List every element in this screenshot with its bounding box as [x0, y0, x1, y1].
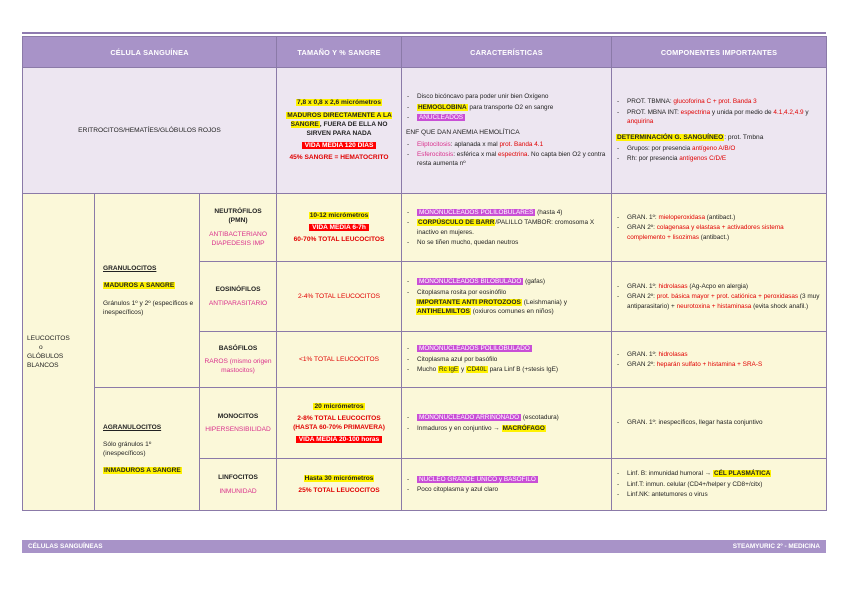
eritrocitos-feature: - Esferocitosis: esférica x mal espectrina. No capta bien O2 y contra resta aumenta nº [406, 150, 607, 169]
neutrofilos-name: NEUTRÓFILOS (PMN) [214, 208, 262, 225]
granulocitos-note: Gránulos 1º y 2º (específicos e inespecíficos) [103, 299, 194, 316]
neutrofilos-row [23, 194, 827, 262]
neutrofilos-features [402, 194, 612, 262]
component-item: - Linf. B: inmunidad humoral → CÉL PLASMÁTICA [616, 469, 822, 478]
monocitos-feature: - Inmaduros y en conjuntivo → MACRÓFAGO [406, 424, 607, 433]
footer-bar [22, 540, 826, 553]
component-item: - Grupos: por presencia antígeno A/B/O [616, 144, 822, 153]
granulocitos-cell [95, 194, 200, 388]
eritrocitos-size-cell [277, 68, 402, 194]
linfocitos-components [612, 459, 827, 511]
component-item: - PROT. MBNA INT: espectrina y unida por medio de 4.1,4.2,4.9 y anquirina [616, 108, 822, 127]
eritrocitos-size: 7,8 x 0,8 x 2,6 micrómetros [297, 99, 381, 107]
eritrocitos-feature: - Disco bicóncavo para poder unir bien Oxígeno [406, 92, 607, 101]
eritrocitos-pct: 45% SANGRE = HEMATOCRITO [289, 154, 389, 162]
linfocitos-feature: - NÚCLEO GRANDE ÚNICO y BASÓFILO [406, 475, 607, 484]
header-row [23, 37, 827, 68]
monocitos-row [23, 388, 827, 459]
eosinofilos-name-cell: EOSINÓFILOS ANTIPARASITARIO [200, 262, 277, 332]
component-item: - Linf.NK: antetumores o virus [616, 490, 822, 499]
basofilos-name-cell: BASÓFILOS RAROS (mismo origen mastocitos) [200, 332, 277, 388]
agranulocitos-cell: AGRANULOCITOS Sólo gránulos 1º (inespecíficos) INMADUROS A SANGRE [95, 388, 200, 511]
blood-cells-table [22, 36, 827, 511]
basofilos-feature: - MONONUCLEADOS POLILOBULADO [406, 344, 607, 353]
neutrofilos-feature: - CORPÚSCULO DE BARR/PALILLO TAMBOR: cromosoma X inactivo en mujeres. [406, 218, 607, 237]
basofilos-feature: - Mucho Rc IgE y CD40L para Linf B (+stesis IgE) [406, 365, 607, 374]
monocitos-name-cell: MONOCITOS HIPERSENSIBILIDAD [200, 388, 277, 459]
neutrofilos-feature: - No se tiñen mucho, quedan neutros [406, 238, 607, 247]
linfocitos-size-cell: Hasta 30 micrómetros 25% TOTAL LEUCOCITOS [277, 459, 402, 511]
component-item: - GRAN. 1º: inespecíficos, llegar hasta conjuntivo [616, 418, 822, 427]
neutrofilos-feature: - MONONUCLEADOS POLILOBULARES (hasta 4) [406, 208, 607, 217]
leucocitos-name: LEUCOCITOS o GLÓBULOS BLANCOS [23, 194, 95, 511]
component-item: - GRAN. 1º: hidrolasas (Ag-Acpo en alergia) [616, 282, 822, 291]
monocitos-features [402, 388, 612, 459]
eosinofilos-components [612, 262, 827, 332]
neutrofilos-name-cell [200, 194, 277, 262]
basofilos-features [402, 332, 612, 388]
neutrofilos-size-cell: 10-12 micrómetros VIDA MEDIA 6-7h 60-70% TOTAL LEUCOCITOS [277, 194, 402, 262]
eritrocitos-mature-rest: , FUERA DE ELLA NO SIRVEN PARA NADA [306, 120, 388, 137]
eritrocitos-feature: - Eliptocitosis: aplanada x mal prot. Banda 4.1 [406, 140, 607, 149]
eosinofilos-pct: 2-4% TOTAL LEUCOCITOS [277, 262, 402, 332]
component-item: - GRAN 2º: colagenasa y elastasa + activadores sistema complemento + lisozimas (antibact.) [616, 223, 822, 242]
eritrocitos-components [612, 68, 827, 194]
monocitos-components [612, 388, 827, 459]
eritrocitos-feature: - HEMOGLOBINA para transporte O2 en sangre [406, 103, 607, 112]
eritrocitos-features [402, 68, 612, 194]
granulocitos-title: GRANULOCITOS [103, 265, 157, 273]
eosinofilos-feature: - Citoplasma rosita por eosinófilo [406, 288, 607, 297]
header-features: CARACTERÍSTICAS [402, 37, 612, 68]
basofilos-components [612, 332, 827, 388]
eosinofilos-features [402, 262, 612, 332]
linfocitos-feature: - Poco citoplasma y azul claro [406, 485, 607, 494]
header-cell: CÉLULA SANGUÍNEA [23, 37, 277, 68]
blood-group-title: DETERMINACIÓN G. SANGUÍNEO: prot. Tmbna [617, 133, 764, 141]
basofilos-feature: - Citoplasma azul por basófilo [406, 355, 607, 364]
eritrocitos-mature: MADUROS DIRECTAMENTE A LA SANGRE [287, 111, 392, 128]
basofilos-pct: <1% TOTAL LEUCOCITOS [277, 332, 402, 388]
component-item: - PROT. TBMNA: glucoforina C + prot. Banda 3 [616, 97, 822, 106]
component-item: - GRAN. 1º: hidrolasas [616, 350, 822, 359]
linfocitos-features [402, 459, 612, 511]
eritrocitos-row [23, 68, 827, 194]
header-components: COMPONENTES IMPORTANTES [612, 37, 827, 68]
component-item: - Rh: por presencia antígenos C/D/E [616, 154, 822, 163]
footer-right: STEAMYURIC 2º - MEDICINA [732, 543, 820, 550]
monocitos-feature: - MONONUCLEADO ARRIÑONADO (escotadura) [406, 413, 607, 422]
component-item: - GRAN 2º: prot. básica mayor + prot. catiónica + peroxidasas (3 muy antiparasitario) + neurotoxina + histaminasa (evita shock anafil.) [616, 292, 822, 311]
eosinofilos-feature: IMPORTANTE ANTI PROTOZOOS (Leishmania) y ANTIHELMILTOS (oxiuros comunes en niños) [417, 299, 568, 316]
footer-left: CÉLULAS SANGUÍNEAS [28, 543, 103, 550]
anemia-title: ENF QUE DAN ANEMIA HEMOLÍTICA [406, 129, 520, 137]
granulocitos-mature: MADUROS A SANGRE [104, 282, 175, 290]
component-item: - Linf.T: inmun. celular (CD4+/helper y CD8+/citx) [616, 480, 822, 489]
neutrofilos-components [612, 194, 827, 262]
top-rule [22, 32, 826, 34]
neutrofilos-sub: ANTIBACTERIANO DIAPEDESIS IMP [209, 230, 267, 247]
component-item: - GRAN. 1º: mieloperoxidasa (antibact.) [616, 213, 822, 222]
eritrocitos-life: VIDA MEDIA 120 DÍAS [302, 142, 377, 149]
eosinofilos-feature: - MONONUCLEADOS BILOBULADO (gafas) [406, 277, 607, 286]
linfocitos-name-cell: LINFOCITOS INMUNIDAD [200, 459, 277, 511]
header-size: TAMAÑO Y % SANGRE [277, 37, 402, 68]
eritrocitos-name: ERITROCITOS/HEMATÍES/GLÓBULOS ROJOS [23, 68, 277, 194]
eritrocitos-feature: - ANUCLEADOS [406, 113, 607, 122]
component-item: - GRAN 2º: heparán sulfato + histamina + SRA-S [616, 360, 822, 369]
monocitos-size-cell: 20 micrómetros 2-8% TOTAL LEUCOCITOS (HASTA 60-70% PRIMAVERA) VIDA MEDIA 20-100 horas [277, 388, 402, 459]
